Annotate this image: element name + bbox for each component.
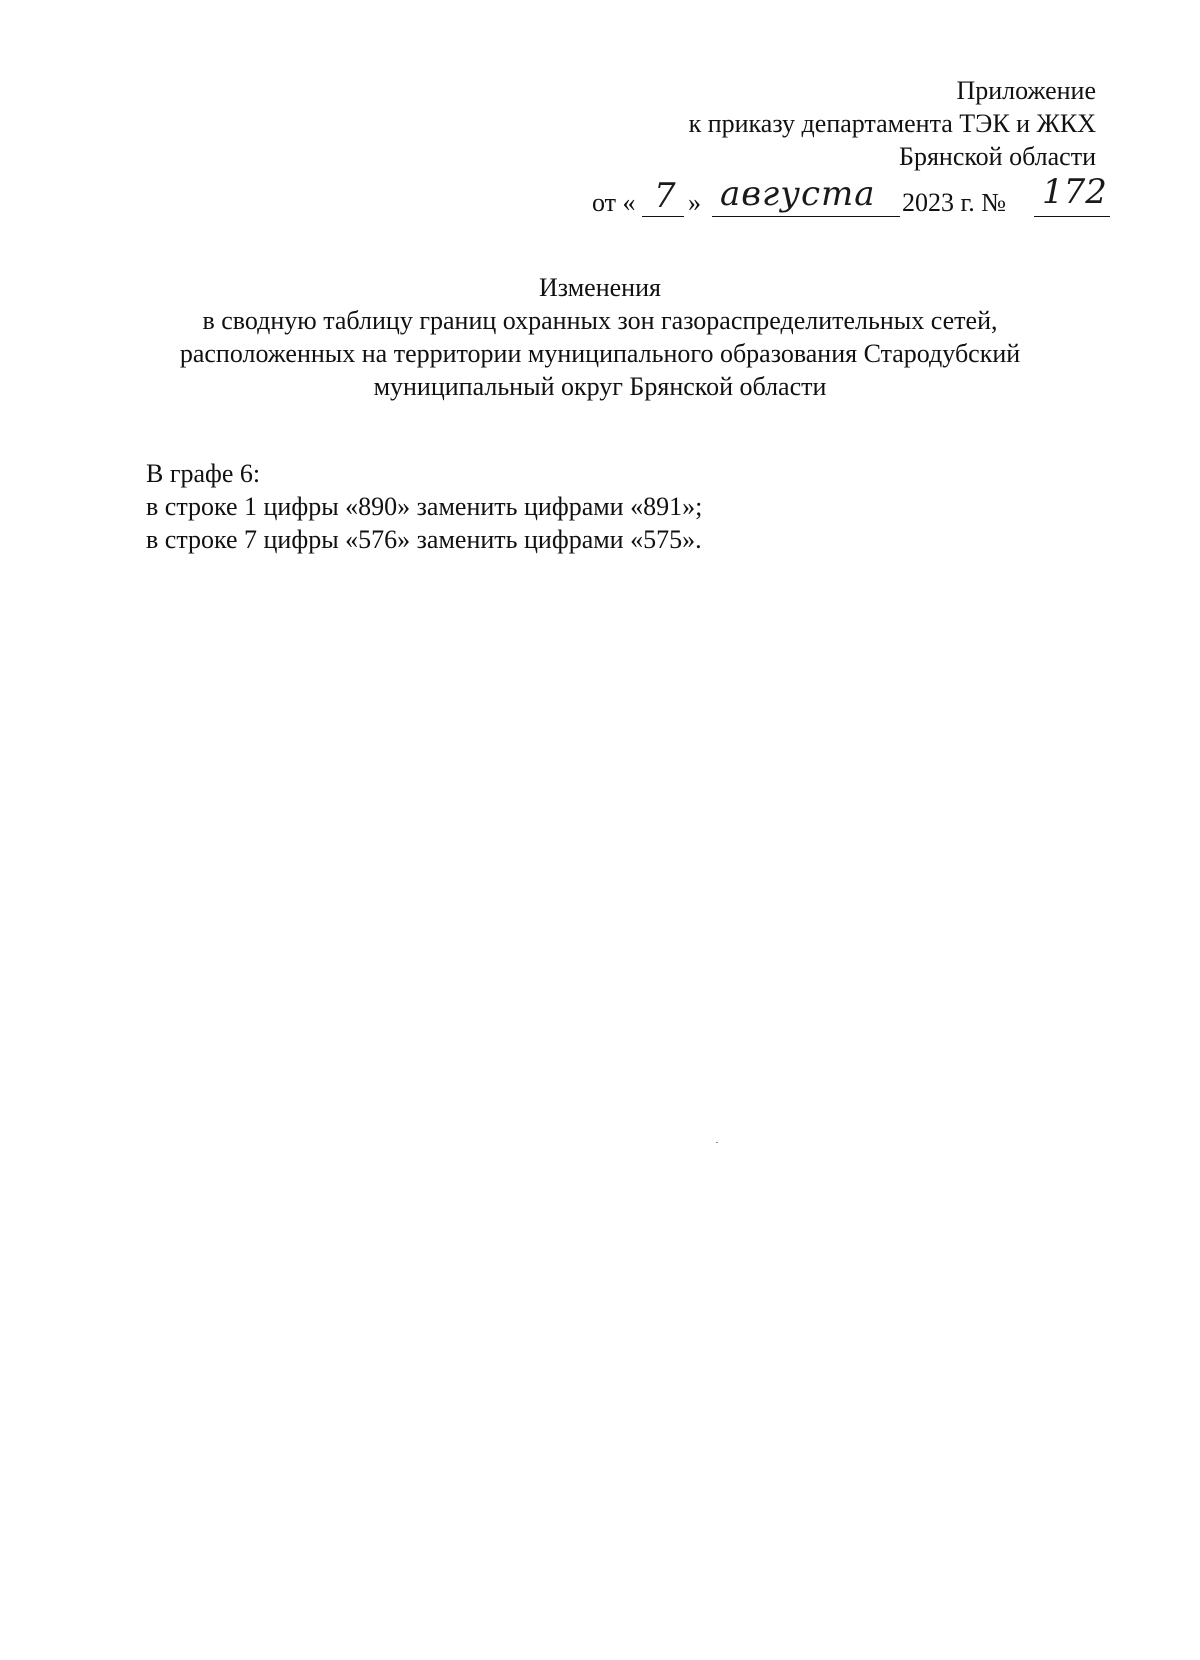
title-heading: Изменения [539, 273, 661, 302]
title-line-2: расположенных на территории муниципального образования Стародубский [179, 339, 1021, 368]
date-quote-close: » [688, 188, 701, 217]
number-blank [1034, 216, 1110, 217]
date-prefix: от « [592, 188, 636, 217]
title-line-1: в сводную таблицу границ охранных зон газораспределительных сетей, [202, 306, 998, 335]
handwritten-day: 7 [654, 176, 676, 216]
appendix-order-ref: к приказу департамента ТЭК и ЖКХ [688, 109, 1096, 138]
appendix-region: Брянской области [899, 142, 1096, 171]
document-body [146, 457, 702, 556]
handwritten-month: августа [720, 174, 876, 214]
handwritten-order-number: 172 [1042, 172, 1107, 212]
body-line-2: в строке 1 цифры «890» заменить цифрами «891»; [146, 492, 703, 521]
scan-speck [716, 1142, 718, 1143]
appendix-header [689, 74, 1096, 173]
body-line-1: В графе 6: [146, 459, 261, 488]
body-line-3: в строке 7 цифры «576» заменить цифрами «575». [146, 525, 702, 554]
date-year-and-number-label: 2023 г. № [902, 188, 1007, 217]
document-title [0, 271, 1200, 403]
day-blank [642, 216, 684, 217]
month-blank [712, 216, 900, 217]
order-date-line [592, 172, 1112, 228]
appendix-label: Приложение [956, 76, 1096, 105]
title-line-3: муниципальный округ Брянской области [373, 372, 827, 401]
